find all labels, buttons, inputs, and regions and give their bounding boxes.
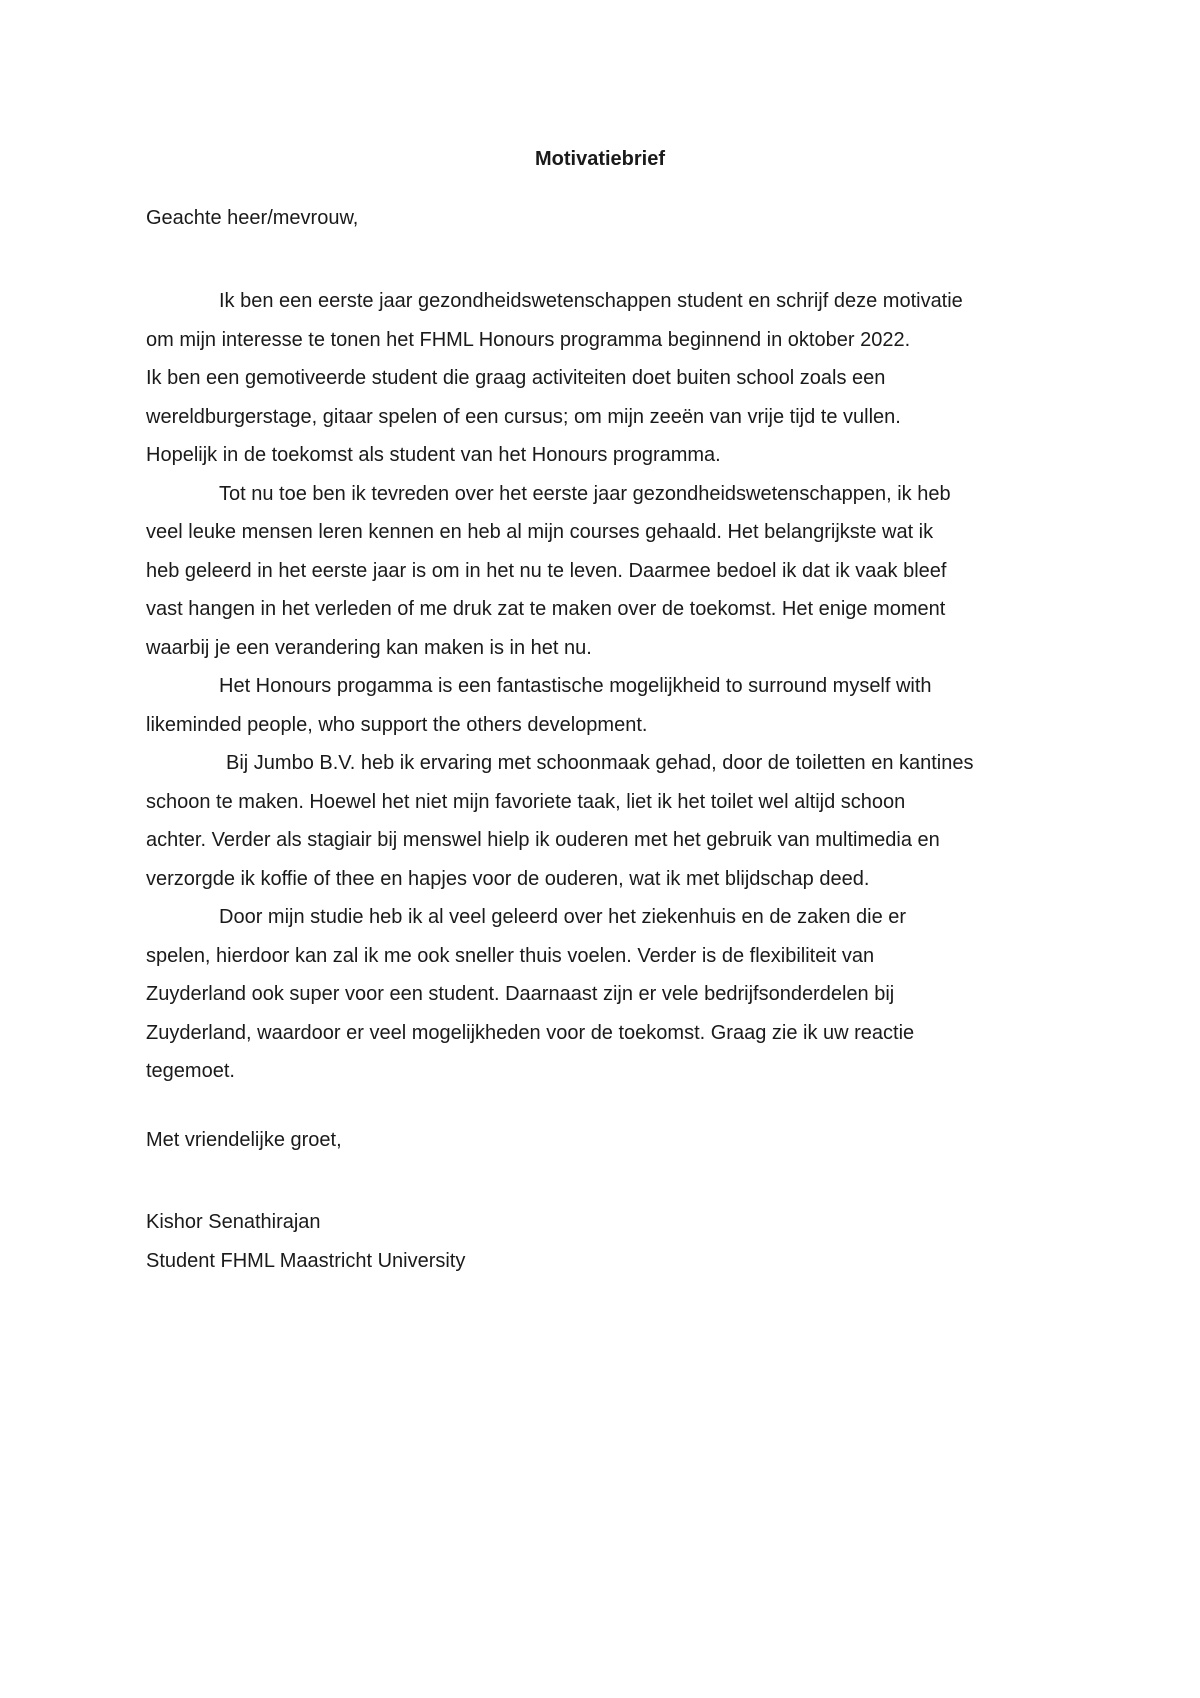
- body-line: schoon te maken. Hoewel het niet mijn favoriete taak, liet ik het toilet wel altijd schoon: [146, 790, 906, 813]
- body-line: achter. Verder als stagiair bij menswel hielp ik ouderen met het gebruik van multimedia en: [146, 829, 940, 851]
- body-line: wereldburgerstage, gitaar spelen of een cursus; om mijn zeeën van vrije tijd te vullen.: [146, 405, 901, 428]
- body-line: Zuyderland ook super voor een student. Daarnaast zijn er vele bedrijfsonderdelen bij: [146, 983, 895, 1005]
- body-line: Bij Jumbo B.V. heb ik ervaring met schoonmaak gehad, door de toiletten en kantines: [226, 752, 974, 774]
- body-line: heb geleerd in het eerste jaar is om in het nu te leven. Daarmee bedoel ik dat ik vaak bleef: [146, 559, 947, 582]
- body-line: Zuyderland, waardoor er veel mogelijkheden voor de toekomst. Graag zie ik uw reactie: [146, 1021, 915, 1044]
- body-line: likeminded people, who support the others development.: [146, 713, 648, 736]
- body-line: vast hangen in het verleden of me druk zat te maken over de toekomst. Het enige moment: [146, 598, 946, 620]
- salutation: Geachte heer/mevrouw,: [146, 207, 359, 229]
- body-line: om mijn interesse te tonen het FHML Honours programma beginnend in oktober 2022.: [146, 328, 911, 351]
- body-line: veel leuke mensen leren kennen en heb al mijn courses gehaald. Het belangrijkste wat ik: [146, 521, 934, 543]
- body-line: waarbij je een verandering kan maken is in het nu.: [146, 636, 592, 659]
- signature-role: Student FHML Maastricht University: [146, 1249, 466, 1272]
- body-line: Ik ben een gemotiveerde student die graag activiteiten doet buiten school zoals een: [146, 367, 886, 389]
- body-line: tegemoet.: [146, 1060, 235, 1082]
- letter-body: [146, 282, 1076, 1091]
- body-line: verzorgde ik koffie of thee en hapjes voor de ouderen, wat ik met blijdschap deed.: [146, 867, 870, 890]
- body-line: Hopelijk in de toekomst als student van het Honours programma.: [146, 444, 721, 466]
- document-title: Motivatiebrief: [534, 148, 666, 170]
- signature-name: Kishor Senathirajan: [146, 1211, 321, 1233]
- body-line: Ik ben een eerste jaar gezondheidswetenschappen student en schrijf deze motivatie: [219, 290, 963, 312]
- body-line: spelen, hierdoor kan zal ik me ook sneller thuis voelen. Verder is de flexibiliteit van: [146, 944, 875, 967]
- body-line: Het Honours progamma is een fantastische mogelijkheid to surround myself with: [219, 675, 932, 697]
- body-line: Door mijn studie heb ik al veel geleerd over het ziekenhuis en de zaken die er: [219, 906, 907, 928]
- closing: Met vriendelijke groet,: [146, 1129, 342, 1151]
- body-line: Tot nu toe ben ik tevreden over het eerste jaar gezondheidswetenschappen, ik heb: [219, 482, 951, 505]
- signature-block: [146, 1203, 465, 1280]
